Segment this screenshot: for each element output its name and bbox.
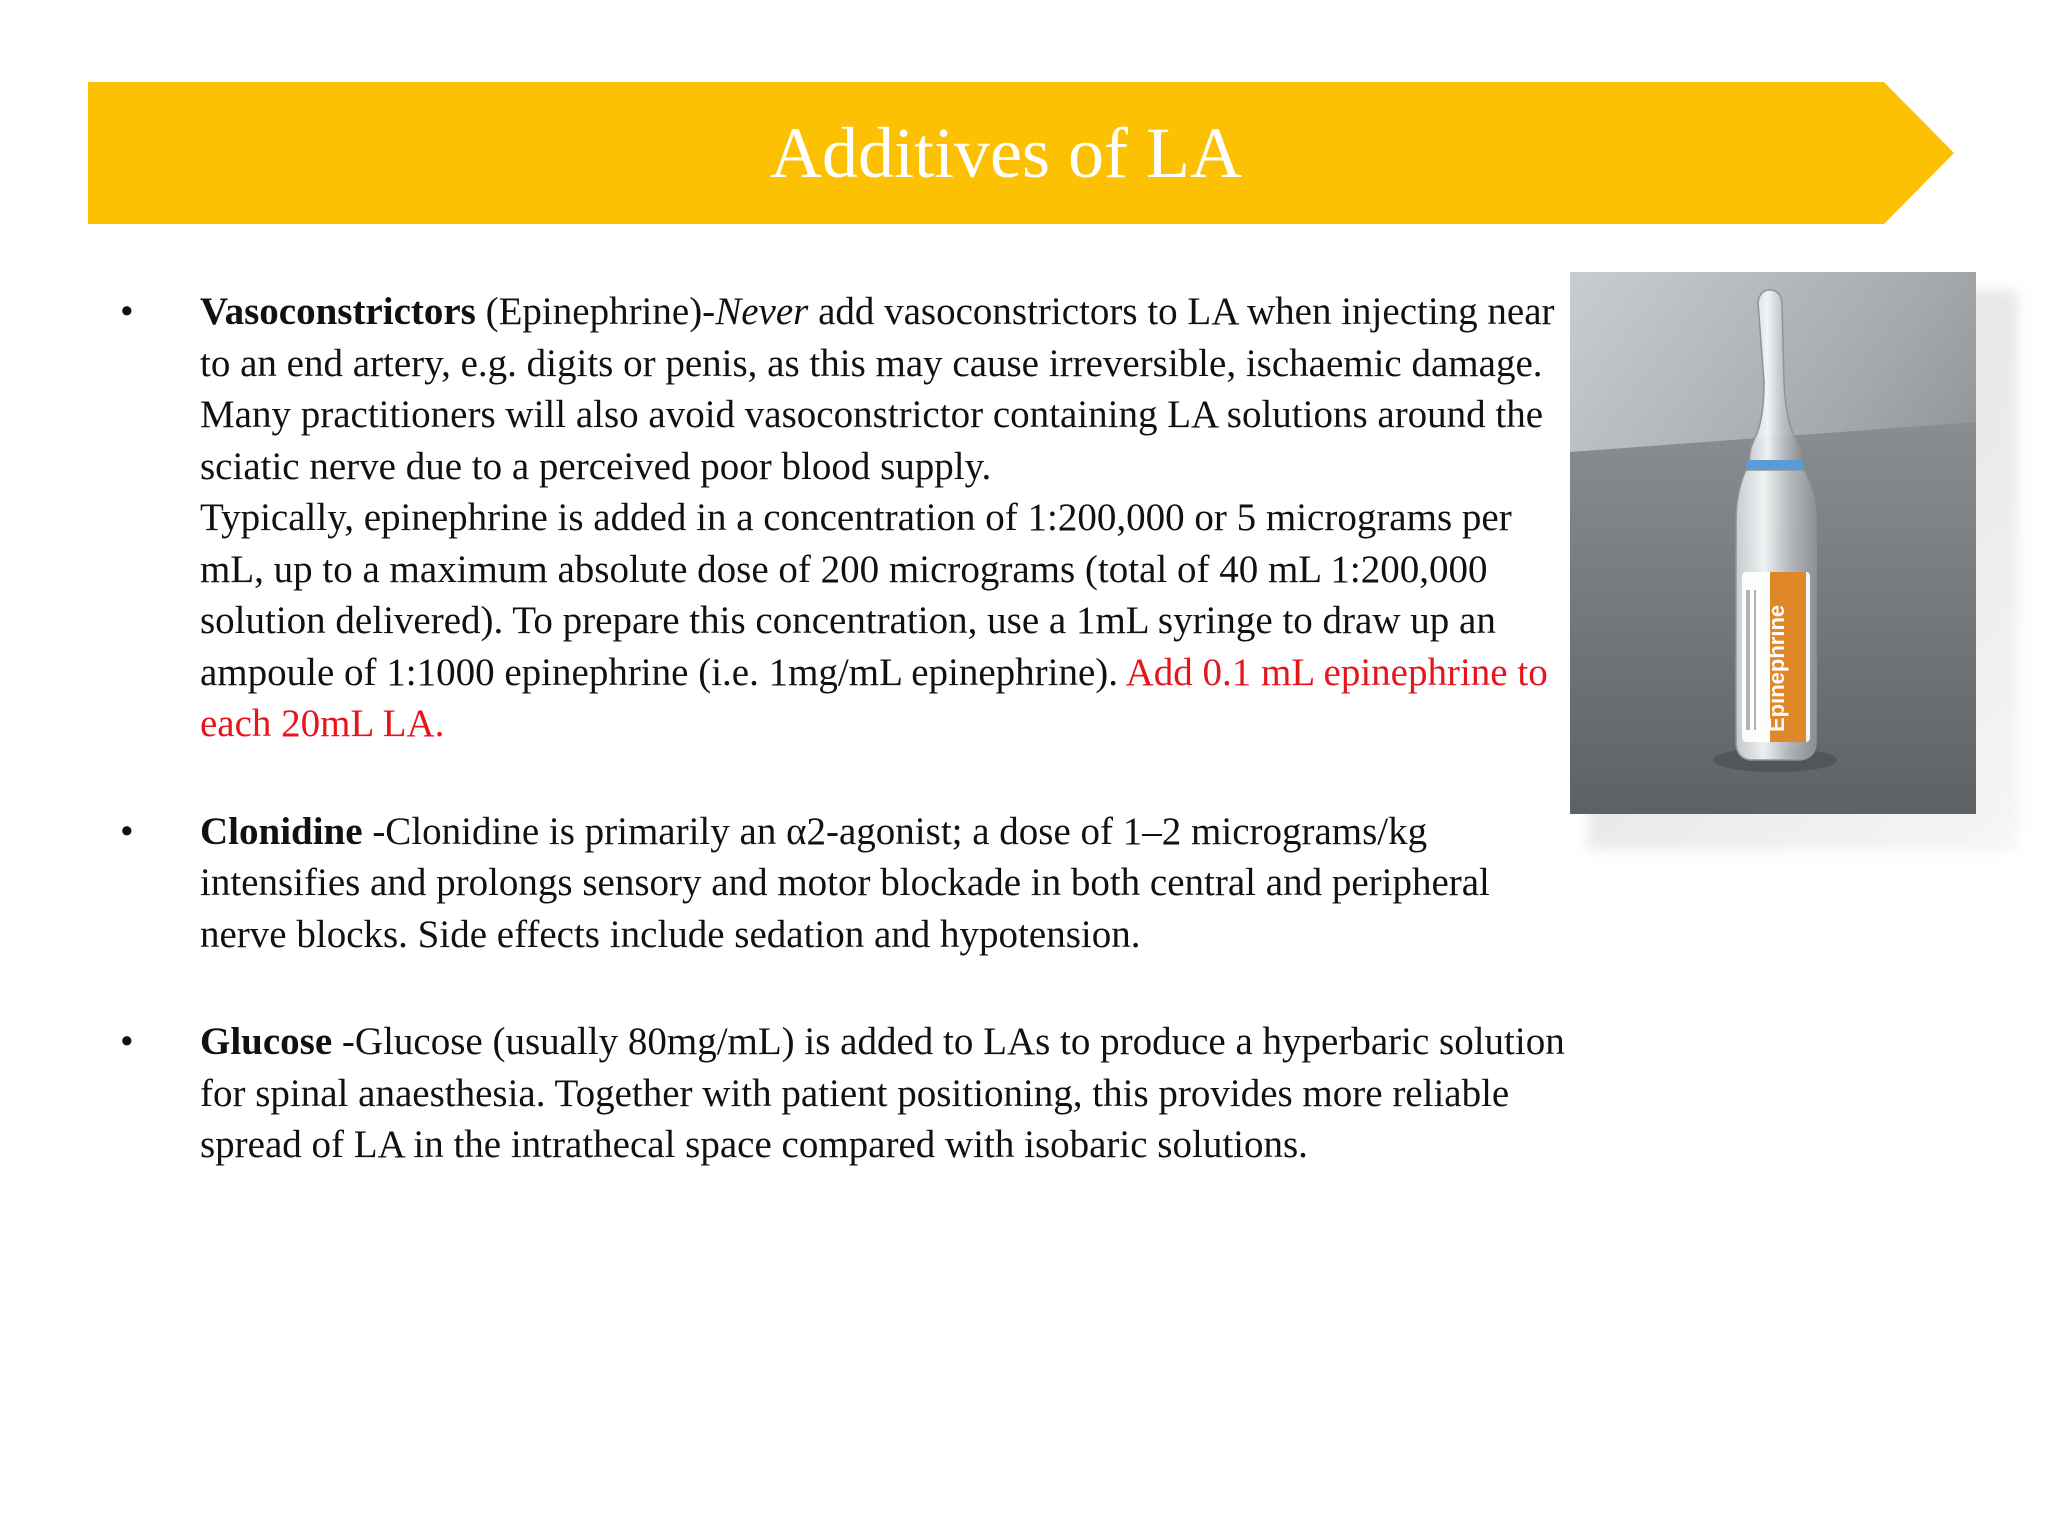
ampoule-band — [1746, 460, 1804, 470]
term-vasoconstrictors: Vasoconstrictors — [200, 290, 476, 333]
highlight-text: Add 0.1 mL epinephrine to each 20mL LA. — [200, 650, 1548, 745]
bullet-icon: • — [120, 809, 134, 853]
bullet-text: Typically, epinephrine is added in a concentration of 1:200,000 or 5 micrograms per mL, up to a maximum absolute dose of 200 micrograms (total of 40 mL 1:200,000 solution delivered). To prepare this concentration, use a 1mL syringe to draw up an ampoule of 1:1000 epinephrine (i.e. 1mg/mL epinephrine). — [200, 496, 1512, 694]
bullet-list — [120, 286, 1570, 1171]
term-glucose: Glucose — [200, 1020, 333, 1063]
bullet-paragraph — [200, 1016, 1570, 1171]
label-text: Epinephrine — [1764, 604, 1789, 732]
bullet-text: (Epinephrine)- — [475, 290, 716, 333]
bullet-text: -Glucose (usually 80mg/mL) is added to LAs to produce a hyperbaric solution for spinal anaesthesia. Together with patient positioning, this provides more reliable spread of LA in the intrathecal space compared with isobaric solutions. — [200, 1020, 1565, 1166]
bullet-clonidine — [120, 806, 1570, 961]
emphasis-never: Never — [715, 290, 809, 333]
bullet-text: -Clonidine is primarily an α2-agonist; a dose of 1–2 micrograms/kg intensifies and prolongs sensory and motor blockade in both central and peripheral nerve blocks. Side effects include sedation and hypotension. — [200, 809, 1490, 956]
slide-title: Additives of LA — [770, 113, 1242, 193]
bullet-icon: • — [120, 1020, 134, 1063]
term-clonidine: Clonidine — [200, 809, 363, 853]
ampoule-photo — [1570, 272, 1976, 814]
bullet-vasoconstrictors — [120, 286, 1570, 750]
bullet-paragraph — [200, 806, 1570, 961]
bullet-paragraph — [200, 286, 1570, 492]
bullet-icon: • — [120, 290, 134, 333]
ampoule-image — [1570, 272, 1976, 814]
bullet-glucose — [120, 1016, 1570, 1171]
label-barcode — [1746, 590, 1750, 730]
bullet-text: add vasoconstrictors to LA when injecting near to an end artery, e.g. digits or penis, as this may cause irreversible, ischaemic damage. Many practitioners will also avoid vasoconstrictor containing LA solutions around the sciatic nerve due to a perceived poor blood supply. — [200, 290, 1555, 488]
bullet-paragraph — [200, 492, 1570, 750]
label-line — [1754, 590, 1756, 730]
